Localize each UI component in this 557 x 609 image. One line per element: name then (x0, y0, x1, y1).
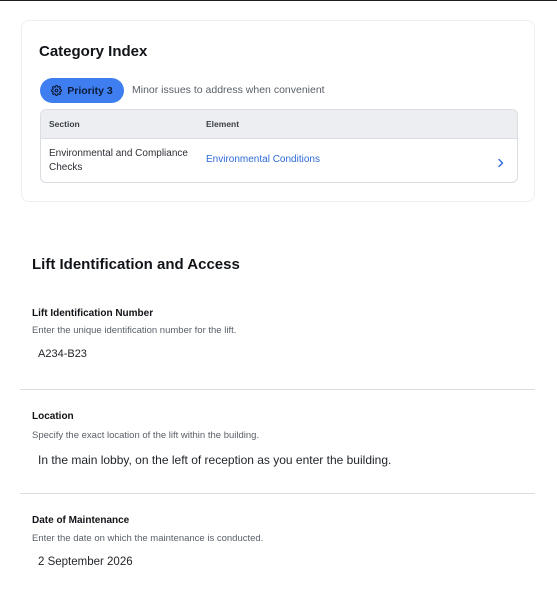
field-help-location: Specify the exact location of the lift within the building. (32, 430, 260, 441)
field-label-maintenance-date: Date of Maintenance (32, 515, 130, 526)
category-table (40, 109, 518, 183)
lift-id-value[interactable]: A234-B23 (38, 348, 87, 360)
chevron-right-icon[interactable] (497, 155, 505, 173)
divider (20, 389, 535, 390)
section-title: Lift Identification and Access (32, 256, 240, 273)
priority-badge-label: Priority 3 (67, 84, 113, 97)
category-index-card (21, 20, 535, 202)
table-header (41, 110, 517, 139)
field-help-maintenance-date: Enter the date on which the maintenance is conducted. (32, 533, 264, 544)
top-border (0, 0, 557, 1)
card-title: Category Index (39, 43, 148, 60)
divider (20, 493, 535, 494)
location-value[interactable]: In the main lobby, on the left of reception as you enter the building. (38, 453, 392, 467)
column-header-section: Section (49, 119, 80, 129)
column-header-element: Element (206, 119, 240, 129)
field-label-location: Location (32, 411, 74, 422)
field-help-lift-id: Enter the unique identification number for the lift. (32, 325, 237, 336)
gear-icon (51, 85, 62, 96)
row-section: Environmental and Compliance Checks (49, 148, 188, 173)
priority-badge[interactable] (40, 78, 124, 103)
field-label-lift-id: Lift Identification Number (32, 308, 154, 319)
priority-description: Minor issues to address when convenient (132, 84, 325, 96)
row-element-link[interactable]: Environmental Conditions (206, 154, 320, 165)
maintenance-date-value[interactable]: 2 September 2026 (38, 556, 133, 568)
table-row[interactable] (41, 139, 517, 183)
